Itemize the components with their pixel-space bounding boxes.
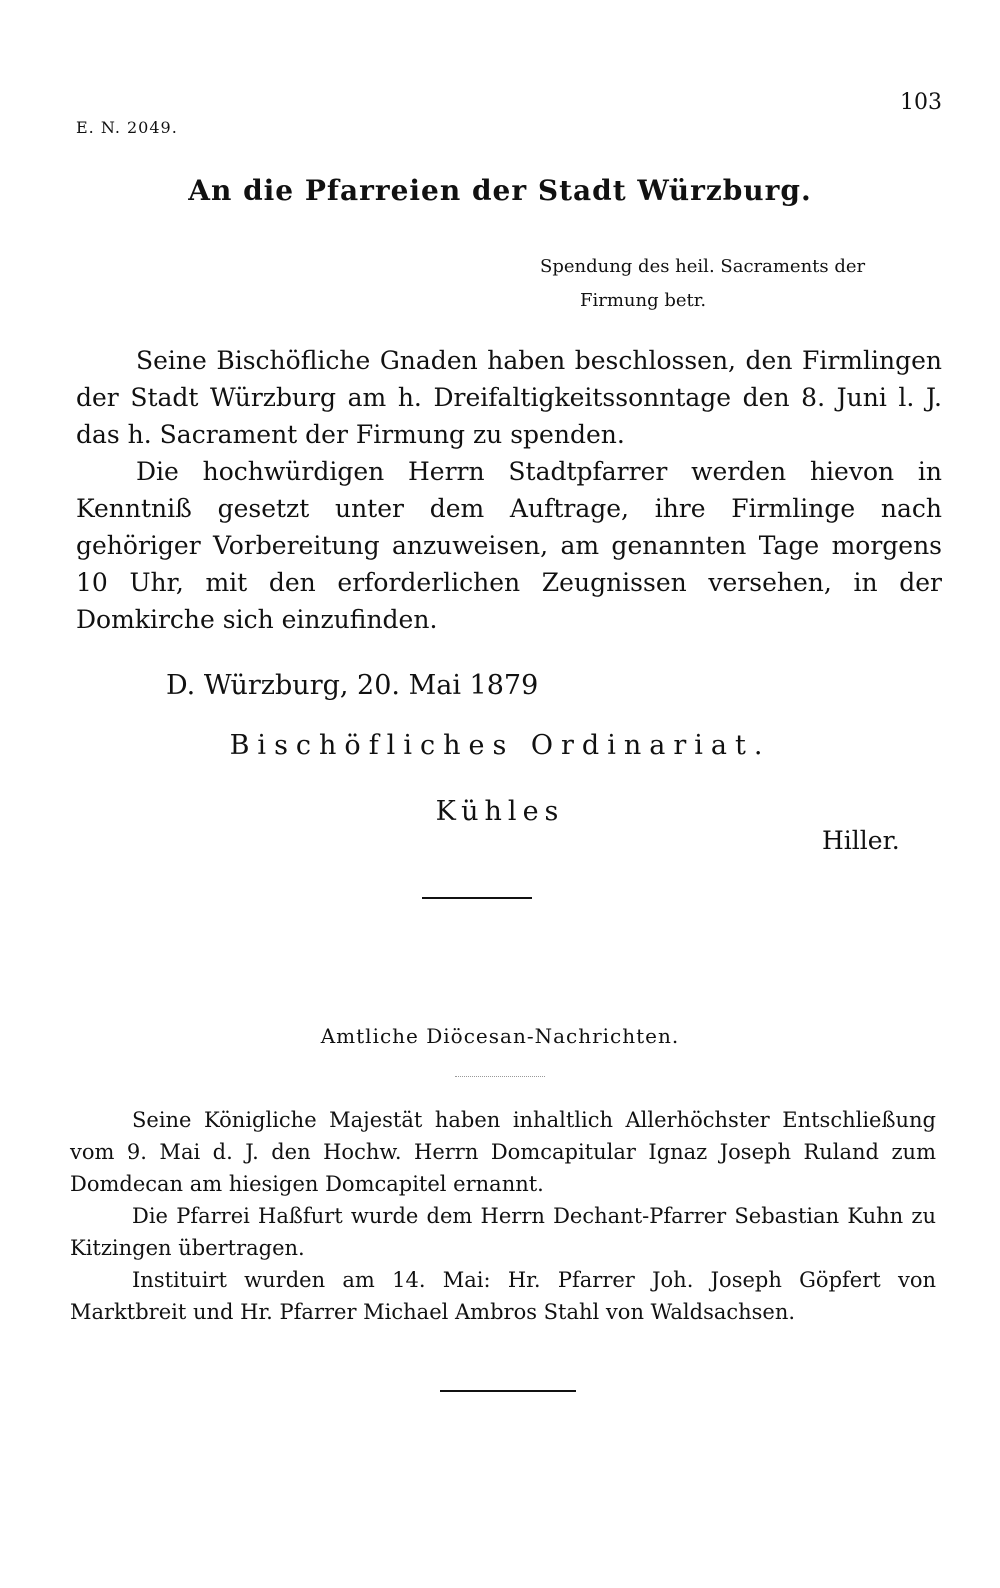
- dateline: D. Würzburg, 20. Mai 1879: [166, 670, 539, 701]
- document-title: An die Pfarreien der Stadt Würzburg.: [188, 174, 812, 207]
- section-heading: Amtliche Diöcesan-Nachrichten.: [320, 1024, 680, 1048]
- issuing-authority: Bischöfliches Ordinariat.: [229, 730, 771, 761]
- subject-line-2: Firmung betr.: [580, 290, 707, 311]
- main-body: [76, 342, 942, 638]
- section-paragraph-2: Die Pfarrei Haßfurt wurde dem Herrn Dechant-Pfarrer Sebastian Kuhn zu Kitzingen übertragen.: [70, 1204, 936, 1260]
- closing-separator-rule: [440, 1390, 576, 1392]
- body-paragraph-2: Die hochwürdigen Herrn Stadtpfarrer werden hievon in Kenntniß gesetzt unter dem Auftrage, ihre Firmlinge nach gehöriger Vorbereitung anzuweisen, am genannten Tage morgens 10 Uhr, mit den erforderlichen Zeugnissen versehen, in der Domkirche sich einzufinden.: [76, 457, 942, 634]
- subject-line-1: Spendung des heil. Sacraments der: [540, 256, 866, 277]
- body-paragraph-1: Seine Bischöfliche Gnaden haben beschlossen, den Firmlingen der Stadt Würzburg am h. Dreifaltigkeitssonntage den 8. Juni l. J. das h. Sacrament der Firmung zu spenden.: [76, 346, 942, 449]
- page-number: 103: [900, 90, 942, 115]
- signature-hiller: Hiller.: [822, 826, 900, 855]
- section-paragraph-1: Seine Königliche Majestät haben inhaltlich Allerhöchster Entschließung vom 9. Mai d. J. den Hochw. Herrn Domcapitular Ignaz Joseph Ruland zum Domdecan am hiesigen Domcapitel ernannt.: [70, 1108, 936, 1196]
- separator-rule: [422, 897, 532, 899]
- signature-kuehles: Kühles: [435, 796, 565, 827]
- section-paragraph-3: Instituirt wurden am 14. Mai: Hr. Pfarrer Joh. Joseph Göpfert von Marktbreit und Hr. Pfarrer Michael Ambros Stahl von Waldsachsen.: [70, 1268, 936, 1324]
- document-reference-number: E. N. 2049.: [76, 118, 178, 137]
- decorative-dotted-rule: [455, 1076, 545, 1077]
- subject-line: [540, 250, 865, 318]
- section-body: [70, 1104, 936, 1328]
